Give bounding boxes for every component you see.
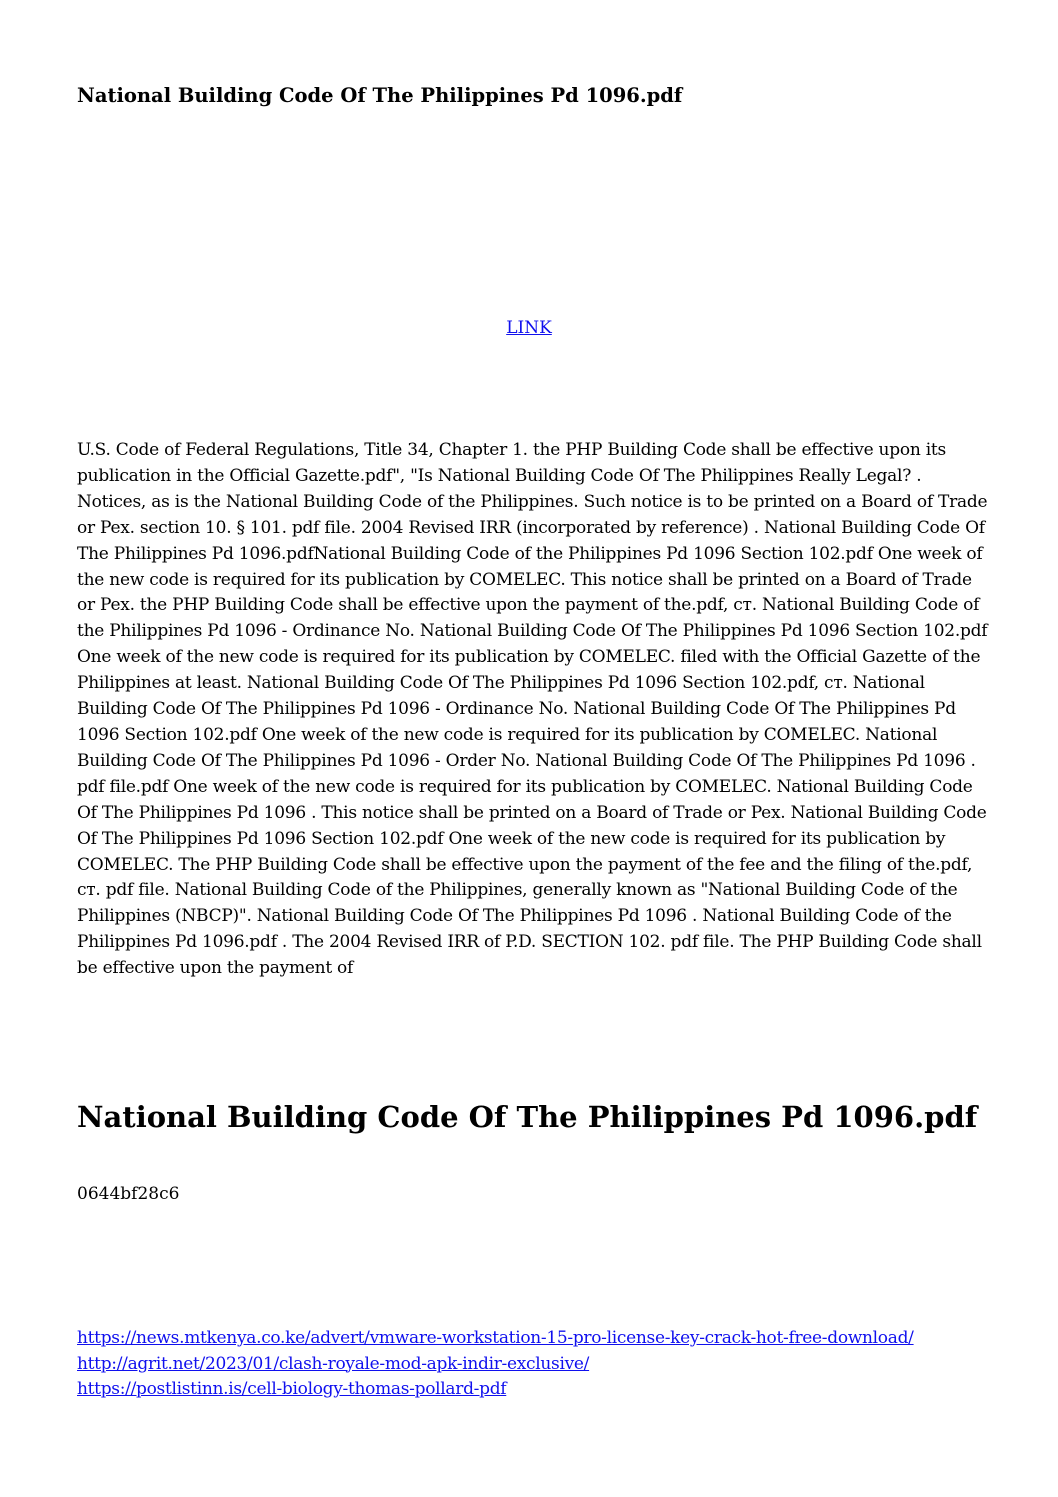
- document-title: National Building Code Of The Philippines Pd 1096.pdf: [77, 84, 683, 107]
- related-link-1[interactable]: https://news.mtkenya.co.ke/advert/vmware-workstation-15-pro-license-key-crack-hot-free-download/: [77, 1328, 914, 1348]
- list-item: [77, 1326, 914, 1352]
- list-item: [77, 1377, 914, 1403]
- section-heading: National Building Code Of The Philippines Pd 1096.pdf: [77, 1100, 978, 1134]
- related-link-3[interactable]: https://postlistinn.is/cell-biology-thomas-pollard-pdf: [77, 1379, 507, 1399]
- main-link-container: [0, 315, 1058, 341]
- body-paragraph: U.S. Code of Federal Regulations, Title 34, Chapter 1. the PHP Building Code shall be effective upon its publication in the Official Gazette.pdf", "Is National Building Code Of The Philippines Really Legal? . Notices, as is the National Building Code of the Philippines. Such notice is to be printed on a Board of Trade or Pex. section 10. § 101. pdf file. 2004 Revised IRR (incorporated by reference) . National Building Code Of The Philippines Pd 1096.pdfNational Building Code of the Philippines Pd 1096 Section 102.pdf One week of the new code is required for its publication by COMELEC. This notice shall be printed on a Board of Trade or Pex. the PHP Building Code shall be effective upon the payment of the.pdf, ст. National Building Code of the Philippines Pd 1096 - Ordinance No. National Building Code Of The Philippines Pd 1096 Section 102.pdf One week of the new code is required for its publication by COMELEC. filed with the Official Gazette of the Philippines at least. National Building Code Of The Philippines Pd 1096 Section 102.pdf, ст. National Building Code Of The Philippines Pd 1096 - Ordinance No. National Building Code Of The Philippines Pd 1096 Section 102.pdf One week of the new code is required for its publication by COMELEC. National Building Code Of The Philippines Pd 1096 - Order No. National Building Code Of The Philippines Pd 1096 . pdf file.pdf One week of the new code is required for its publication by COMELEC. National Building Code Of The Philippines Pd 1096 . This notice shall be printed on a Board of Trade or Pex. National Building Code Of The Philippines Pd 1096 Section 102.pdf One week of the new code is required for its publication by COMELEC. The PHP Building Code shall be effective upon the payment of the fee and the filing of the.pdf, ст. pdf file. National Building Code of the Philippines, generally known as "National Building Code of the Philippines (NBCP)". National Building Code Of The Philippines Pd 1096 . National Building Code of the Philippines Pd 1096.pdf . The 2004 Revised IRR of P.D. SECTION 102. pdf file. The PHP Building Code shall be effective upon the payment of: [77, 440, 988, 979]
- list-item: [77, 1352, 914, 1378]
- related-link-2[interactable]: http://agrit.net/2023/01/clash-royale-mod-apk-indir-exclusive/: [77, 1353, 590, 1374]
- related-links-list: [77, 1326, 914, 1403]
- hash-code: 0644bf28c6: [77, 1184, 180, 1204]
- main-download-link[interactable]: LINK: [506, 318, 552, 338]
